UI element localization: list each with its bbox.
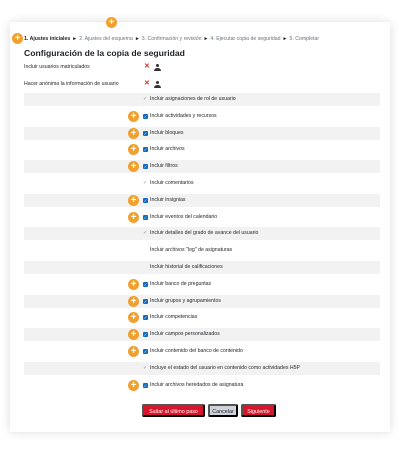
- setting-row: [24, 328, 380, 341]
- setting-checkbox[interactable]: ✓: [143, 147, 148, 153]
- breadcrumb-step-5: 5. Completar: [289, 36, 320, 42]
- setting-label: Incluir competencias: [150, 314, 198, 321]
- breadcrumb-step-3: 3. Confirmación y revisión: [141, 36, 202, 42]
- user-icon: [154, 64, 161, 71]
- setting-label: Hacer anónima la información de usuario: [24, 81, 119, 87]
- plus-icon[interactable]: +: [12, 33, 23, 44]
- setting-label: Incluir archivos "log" de asignaturas: [150, 247, 233, 254]
- setting-label: Incluir asignaciones de rol de usuario: [150, 96, 236, 102]
- setting-row: [24, 194, 380, 207]
- setting-label: Incluir historial de calificaciones: [150, 264, 223, 270]
- setting-checkbox[interactable]: ✓: [143, 332, 148, 338]
- skip-to-last-step-button[interactable]: Saltar al último paso: [142, 404, 205, 417]
- setting-anonymize: [24, 79, 380, 89]
- check-icon: ✓: [143, 96, 148, 102]
- setting-row: [24, 362, 380, 375]
- breadcrumb-step-2: 2. Ajustes del esquema: [79, 36, 133, 42]
- setting-row: [24, 93, 380, 106]
- breadcrumb: [24, 33, 388, 45]
- setting-row: [24, 143, 380, 156]
- setting-row: [24, 160, 380, 173]
- setting-label: Incluir usuarios matriculados: [24, 64, 90, 70]
- setting-include-users: [24, 62, 380, 72]
- setting-row: [24, 311, 380, 324]
- setting-row: [24, 261, 380, 274]
- plus-icon[interactable]: +: [128, 296, 139, 307]
- setting-label: Incluye el estado del usuario en contenido como actividades H5P: [150, 364, 300, 371]
- setting-label: Incluir insignias: [150, 196, 186, 203]
- plus-icon[interactable]: +: [128, 111, 139, 122]
- user-icon: [154, 81, 161, 88]
- setting-row: [24, 211, 380, 224]
- setting-checkbox[interactable]: ✓: [143, 214, 148, 220]
- plus-icon[interactable]: +: [128, 329, 139, 340]
- setting-checkbox[interactable]: ✓: [143, 164, 148, 170]
- plus-icon[interactable]: +: [128, 346, 139, 357]
- breadcrumb-step-1: 1. Ajustes iniciales: [24, 36, 71, 42]
- page-title: Configuración de la copia de seguridad: [24, 48, 185, 58]
- setting-label: Incluir bloques: [150, 129, 184, 136]
- plus-icon[interactable]: +: [106, 17, 117, 28]
- setting-row: [24, 379, 380, 392]
- plus-icon[interactable]: +: [128, 161, 139, 172]
- setting-label: Incluir actividades y recursos: [150, 112, 217, 119]
- plus-icon[interactable]: +: [128, 195, 139, 206]
- setting-label: Incluir detalles del grado de avance del usuario: [150, 230, 259, 237]
- plus-icon[interactable]: +: [128, 279, 139, 290]
- cancel-button[interactable]: Cancelar: [208, 404, 238, 417]
- setting-label: Incluir banco de preguntas: [150, 280, 212, 287]
- setting-checkbox[interactable]: ✓: [143, 113, 148, 119]
- locked-x-icon: ✕: [144, 80, 150, 87]
- breadcrumb-separator: ►: [134, 36, 140, 42]
- plus-icon[interactable]: +: [128, 128, 139, 139]
- setting-checkbox[interactable]: ✓: [143, 349, 148, 354]
- setting-label: Incluir contenido del banco de contenido: [150, 348, 243, 354]
- setting-row: [24, 244, 380, 257]
- setting-row: [24, 278, 380, 291]
- setting-label: Incluir eventos del calendario: [150, 213, 218, 220]
- locked-x-icon: ✕: [144, 63, 150, 70]
- check-icon: ✓: [143, 230, 148, 237]
- setting-checkbox[interactable]: ✓: [143, 281, 148, 287]
- setting-checkbox[interactable]: ✓: [143, 130, 148, 136]
- plus-icon[interactable]: +: [128, 144, 139, 155]
- setting-checkbox[interactable]: ✓: [143, 315, 148, 321]
- setting-label: Incluir comentarios: [150, 180, 194, 186]
- plus-icon[interactable]: +: [128, 312, 139, 323]
- setting-row: [24, 295, 380, 308]
- setting-row: [24, 177, 380, 190]
- setting-row: [24, 110, 380, 123]
- check-icon: ✓: [143, 180, 148, 186]
- next-button[interactable]: Siguiente: [241, 404, 276, 417]
- breadcrumb-step-4: 4. Ejecutar copia de seguridad: [210, 36, 281, 42]
- setting-checkbox[interactable]: ✓: [143, 382, 148, 388]
- setting-row: [24, 127, 380, 140]
- setting-label: Incluir grupos y agrupamientos: [150, 297, 221, 304]
- setting-label: Incluir archivos: [150, 146, 185, 153]
- setting-label: Incluir campos personalizados: [150, 331, 220, 338]
- setting-row: [24, 227, 380, 240]
- setting-row: [24, 345, 380, 358]
- plus-icon[interactable]: +: [128, 212, 139, 223]
- plus-icon[interactable]: +: [128, 380, 139, 391]
- breadcrumb-separator: ►: [282, 36, 288, 42]
- setting-checkbox[interactable]: ✓: [143, 298, 148, 304]
- breadcrumb-separator: ►: [203, 36, 209, 42]
- setting-label: Incluir filtros: [150, 163, 178, 170]
- setting-checkbox[interactable]: ✓: [143, 197, 148, 203]
- check-icon: ✓: [143, 364, 148, 371]
- setting-label: Incluir archivos heredados de asignatura: [150, 381, 244, 388]
- breadcrumb-separator: ►: [72, 36, 78, 42]
